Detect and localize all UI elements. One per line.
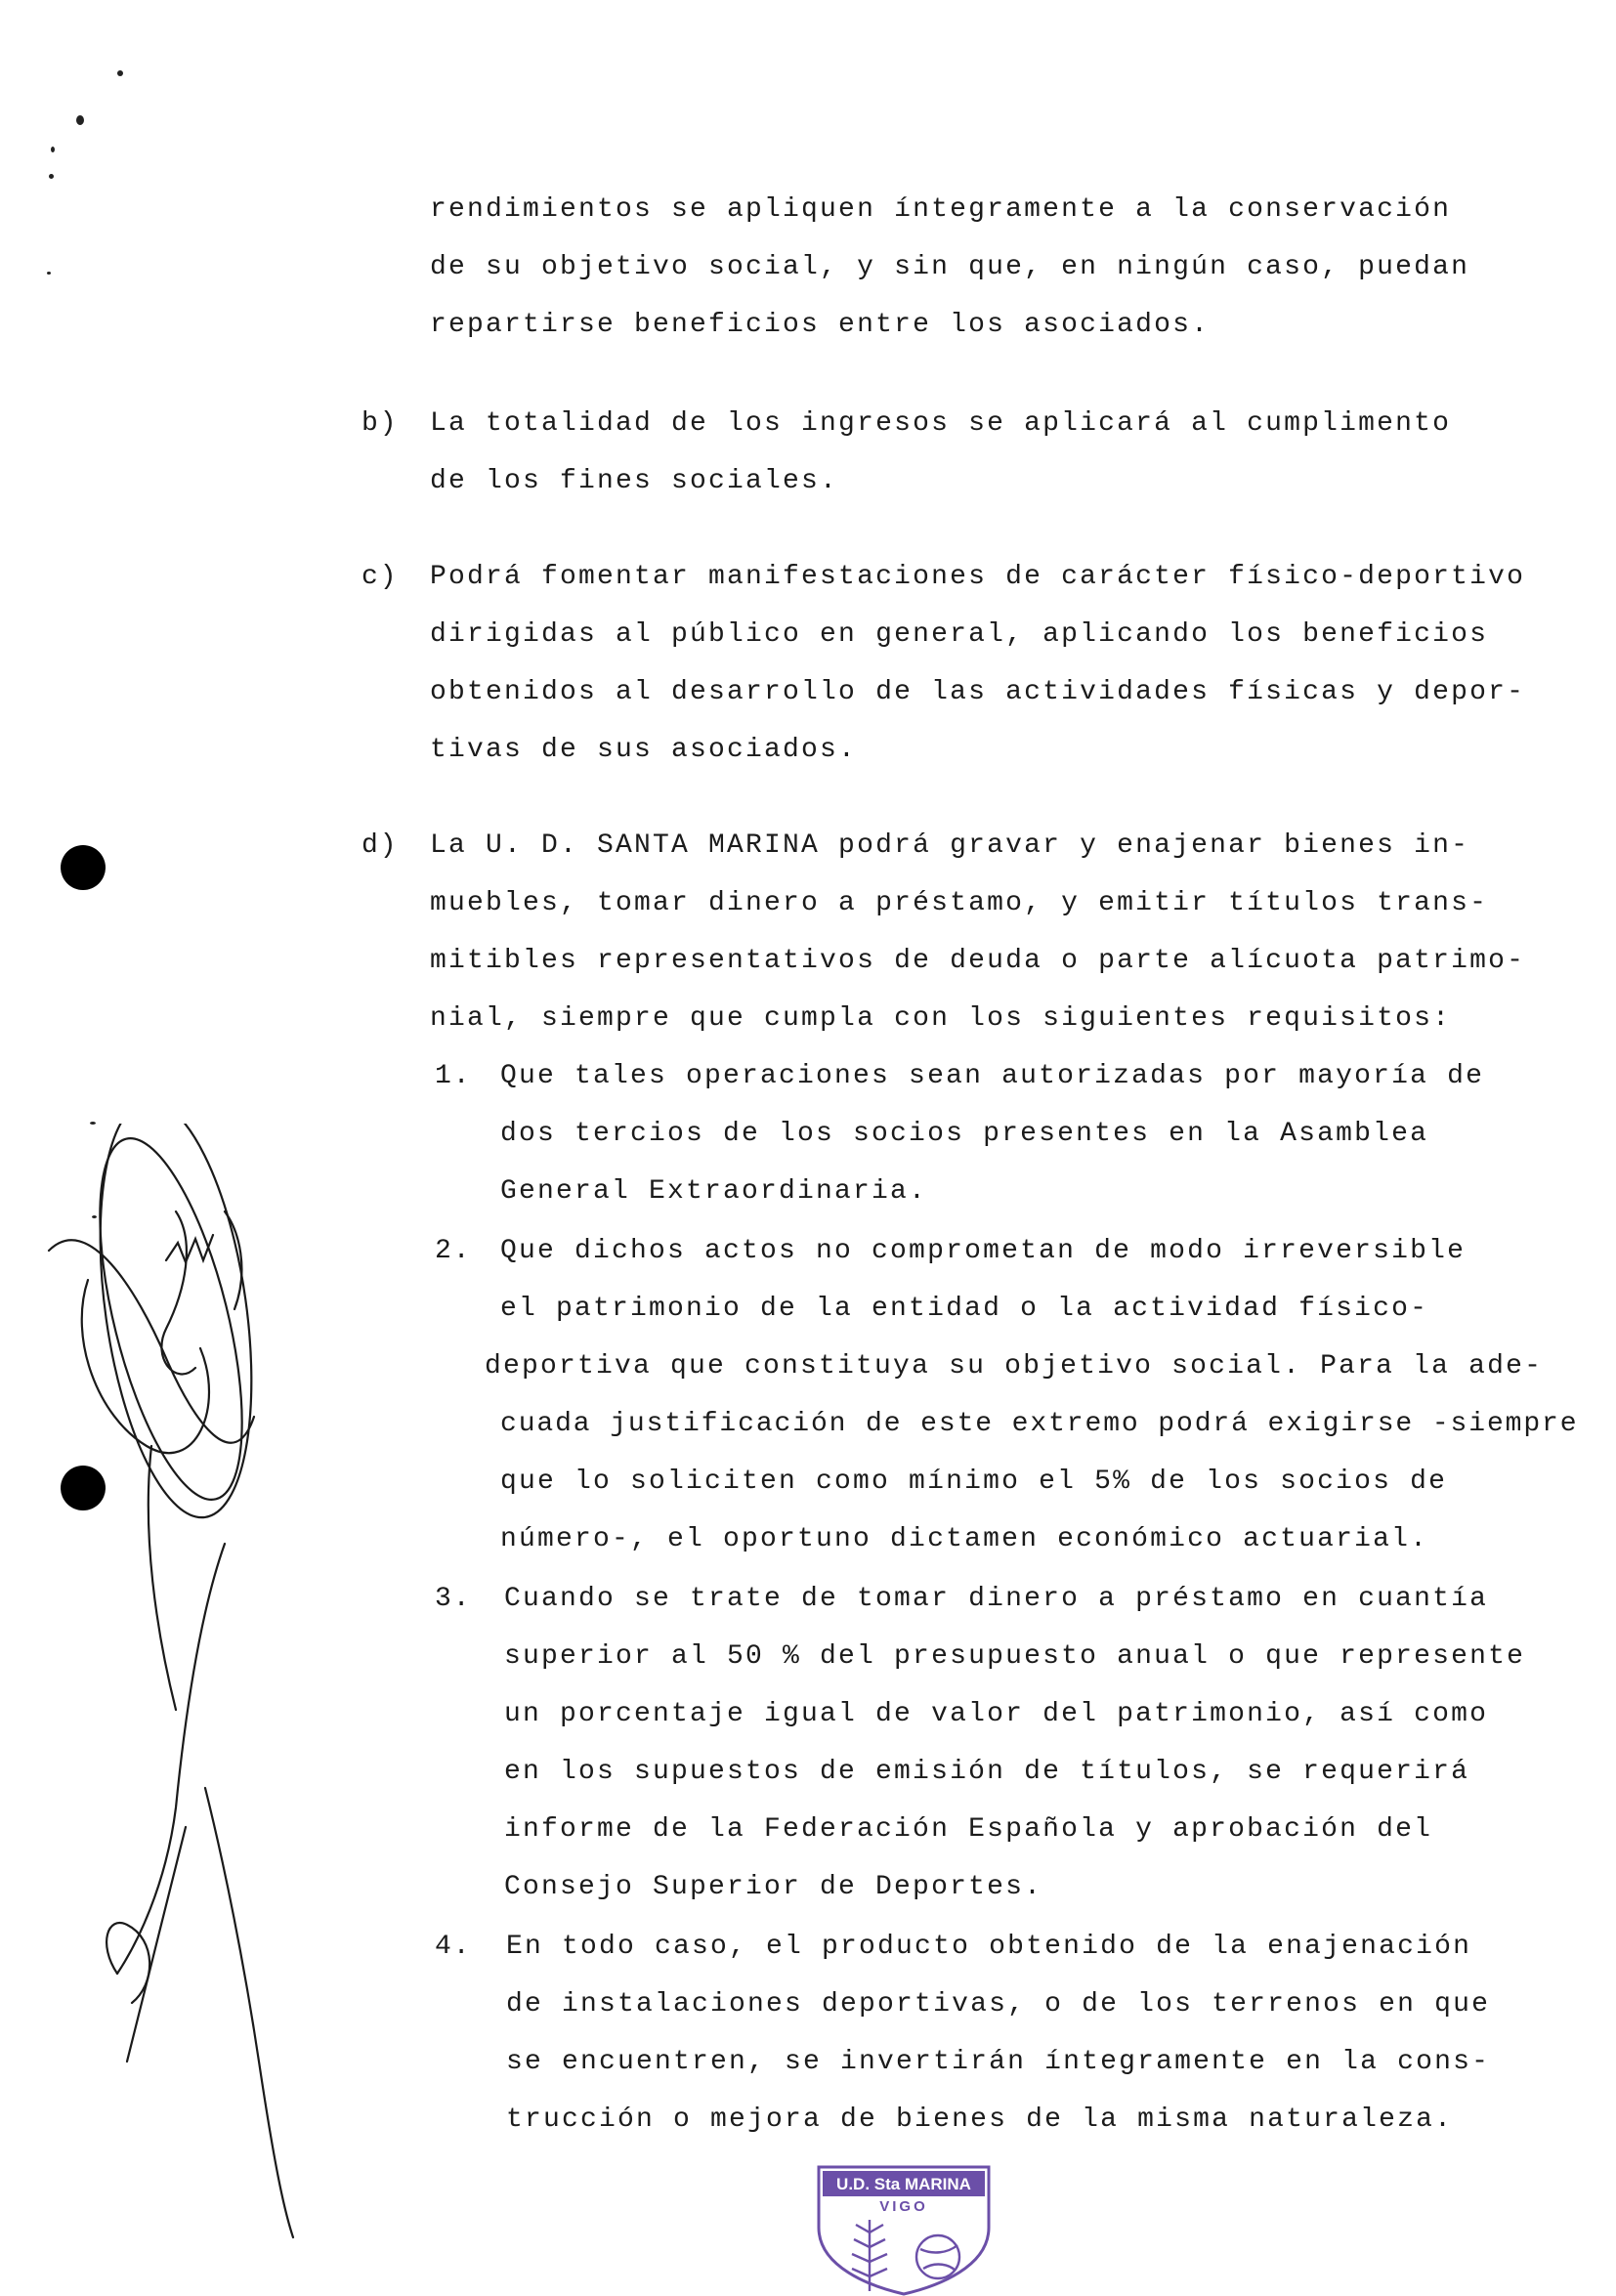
item-1-line-2: dos tercios de los socios presentes en la Asamblea (500, 1119, 1429, 1149)
speck (47, 272, 51, 275)
speck (51, 147, 55, 152)
item-3-number: 3. (435, 1584, 472, 1614)
speck (76, 115, 84, 125)
item-1-line-3: General Extraordinaria. (500, 1176, 928, 1207)
speck (117, 70, 123, 76)
item-3-line-1: Cuando se trate de tomar dinero a préstamo en cuantía (504, 1584, 1489, 1614)
item-2-line-6: número-, el oportuno dictamen económico actuarial. (500, 1524, 1429, 1554)
paragraph-d-line-4: nial, siempre que cumpla con los siguientes requisitos: (430, 1003, 1452, 1034)
paragraph-d-line-2: muebles, tomar dinero a préstamo, y emitir títulos trans- (430, 888, 1489, 918)
item-3-line-3: un porcentaje igual de valor del patrimonio, así como (504, 1699, 1489, 1729)
punch-hole-top (61, 845, 106, 890)
item-4-line-1: En todo caso, el producto obtenido de la enajenación (506, 1932, 1472, 1962)
item-2-line-4: cuada justificación de este extremo podrá exigirse -siempre (500, 1409, 1579, 1439)
paragraph-c-line-4: tivas de sus asociados. (430, 735, 858, 765)
paragraph-c-marker: c) (361, 562, 399, 592)
item-4-number: 4. (435, 1932, 472, 1962)
item-2-number: 2. (435, 1236, 472, 1266)
item-3-line-4: en los supuestos de emisión de títulos, se requerirá (504, 1757, 1470, 1787)
item-4-line-4: trucción o mejora de bienes de la misma naturaleza. (506, 2105, 1454, 2135)
paragraph-c-line-1: Podrá fomentar manifestaciones de carácter físico-deportivo (430, 562, 1526, 592)
item-2-line-1: Que dichos actos no comprometan de modo irreversible (500, 1236, 1467, 1266)
paragraph-b-marker: b) (361, 408, 399, 439)
paragraph-a-line-3: repartirse beneficios entre los asociados. (430, 310, 1211, 340)
paragraph-d-marker: d) (361, 830, 399, 861)
item-4-line-2: de instalaciones deportivas, o de los terrenos en que (506, 1989, 1491, 2020)
handwritten-signature (29, 1124, 322, 2247)
item-2-line-3: deportiva que constituya su objetivo social. Para la ade- (485, 1351, 1544, 1382)
item-2-line-5: que lo soliciten como mínimo el 5% de los socios de (500, 1467, 1448, 1497)
stamp-city: VIGO (879, 2198, 928, 2215)
paragraph-a-line-2: de su objetivo social, y sin que, en ningún caso, puedan (430, 252, 1470, 282)
item-3-line-2: superior al 50 % del presupuesto anual o que represente (504, 1641, 1526, 1672)
paragraph-b-line-2: de los fines sociales. (430, 466, 839, 496)
item-2-line-2: el patrimonio de la entidad o la actividad físico- (500, 1294, 1429, 1324)
item-1-line-1: Que tales operaciones sean autorizadas por mayoría de (500, 1061, 1485, 1091)
item-4-line-3: se encuentren, se invertirán íntegramente en la cons- (506, 2047, 1491, 2077)
paragraph-a-line-1: rendimientos se apliquen íntegramente a la conservación (430, 194, 1452, 225)
club-stamp (811, 2159, 997, 2296)
paragraph-d-line-3: mitibles representativos de deuda o parte alícuota patrimo- (430, 946, 1526, 976)
stamp-title: U.D. Sta MARINA (836, 2175, 971, 2193)
item-3-line-6: Consejo Superior de Deportes. (504, 1872, 1043, 1902)
paragraph-b-line-1: La totalidad de los ingresos se aplicará al cumplimento (430, 408, 1452, 439)
paragraph-c-line-2: dirigidas al público en general, aplicando los beneficios (430, 619, 1489, 650)
paragraph-d-line-1: La U. D. SANTA MARINA podrá gravar y enajenar bienes in- (430, 830, 1470, 861)
paragraph-c-line-3: obtenidos al desarrollo de las actividades físicas y depor- (430, 677, 1526, 707)
item-1-number: 1. (435, 1061, 472, 1091)
speck (49, 174, 54, 179)
item-3-line-5: informe de la Federación Española y aprobación del (504, 1814, 1433, 1845)
